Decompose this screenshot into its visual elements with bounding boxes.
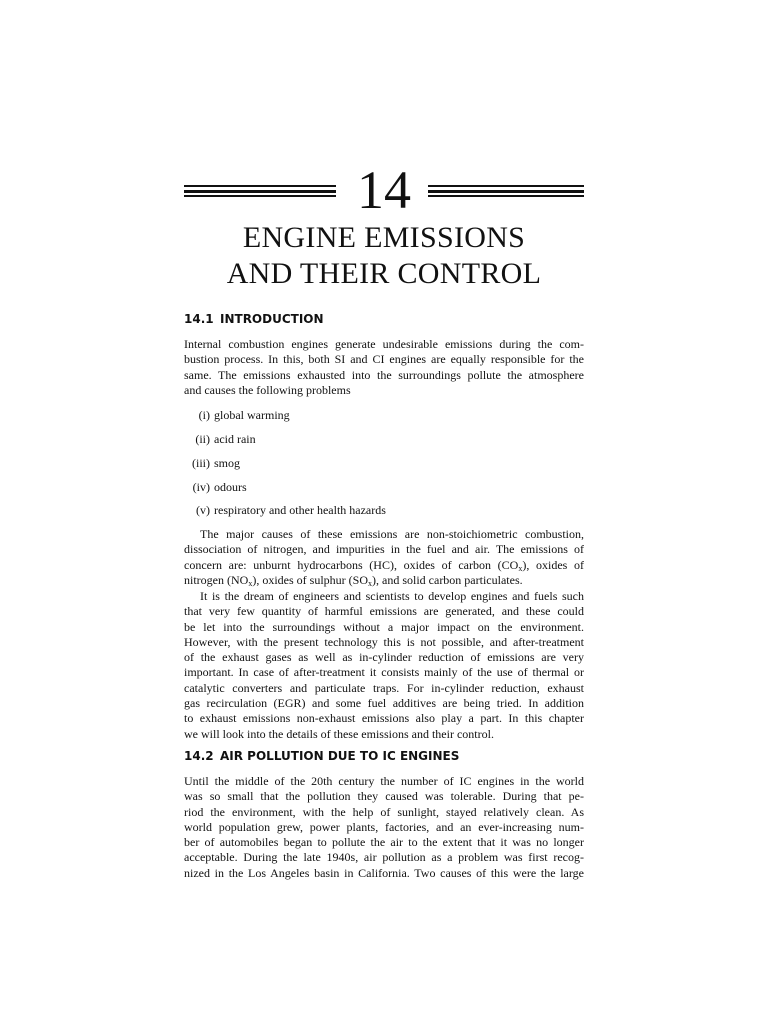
- chapter-title-line-2: AND THEIR CONTROL: [226, 257, 542, 290]
- list-item: [184, 408, 290, 423]
- text-line: catalytic converters and particulate traps. For in-cylinder reduction, exhaust: [184, 680, 584, 695]
- text-line: Until the middle of the 20th century the number of IC engines in the world: [184, 774, 584, 788]
- pollution-paragraph: [184, 774, 584, 881]
- text-line: nitrogen $(NO_x)$, oxides of sulphur $(SO_x)$, and solid carbon particulates.: [184, 572, 523, 588]
- text-line: nized in the Los Angeles basin in California. Two causes of this were the large: [184, 865, 584, 880]
- text-line: gas recirculation (EGR) and some fuel additives are being tried. In addition: [184, 696, 584, 711]
- chapter-heading: [184, 160, 584, 220]
- section-heading-introduction: [184, 311, 324, 327]
- section-title: AIR POLLUTION DUE TO IC ENGINES: [220, 749, 460, 763]
- chapter-title-line-1: ENGINE EMISSIONS: [242, 221, 526, 254]
- section-heading-air-pollution: [184, 748, 459, 764]
- list-item: [184, 503, 386, 518]
- chapter-number: 14: [357, 160, 411, 220]
- text-line: and causes the following problems: [184, 382, 351, 397]
- list-text: acid rain: [214, 432, 256, 446]
- list-marker: (i): [198, 408, 210, 422]
- text-line: However, with the present technology this is not possible, and after-treatment: [184, 634, 584, 649]
- text-line: be let into the surroundings without a major impact on the environment.: [184, 619, 584, 634]
- text-line: same. The emissions exhausted into the surroundings pollute the atmosphere: [184, 367, 584, 382]
- text-line: of the exhaust gases as well as in-cylinder reduction of emissions are very: [184, 650, 584, 665]
- text-line: acceptable. During the late 1940s, air pollution as a problem was first recog-: [184, 850, 584, 865]
- causes-paragraph: [184, 527, 584, 588]
- section-title: INTRODUCTION: [220, 312, 324, 326]
- list-marker: (iii): [192, 456, 210, 470]
- text-line: dissociation of nitrogen, and impurities in the fuel and air. The emissions of: [184, 542, 584, 557]
- text-line: bustion process. In this, both SI and CI engines are equally responsible for the: [184, 352, 584, 367]
- chapter-title: [160, 220, 608, 292]
- dream-paragraph: [184, 589, 584, 742]
- text-line: The major causes of these emissions are non-stoichiometric combustion,: [200, 527, 584, 541]
- list-marker: (ii): [195, 432, 210, 446]
- section-number: 14.2: [184, 749, 214, 763]
- list-text: respiratory and other health hazards: [214, 503, 386, 517]
- text-line: was so small that the pollution they caused was tolerable. During that pe-: [184, 789, 584, 804]
- text-line: Internal combustion engines generate undesirable emissions during the com-: [184, 337, 584, 351]
- text-line: concern are: unburnt hydrocarbons (HC), oxides of carbon $(CO_x)$, oxides of: [184, 557, 585, 573]
- text-line: important. In case of after-treatment it consists mainly of the use of thermal or: [184, 665, 584, 680]
- text-line: ber of automobiles began to pollute the air to the extent that it was no longer: [184, 835, 584, 850]
- list-text: odours: [214, 480, 247, 494]
- list-item: [184, 480, 247, 495]
- text-line: It is the dream of engineers and scientists to develop engines and fuels such: [200, 589, 584, 603]
- intro-paragraph: [184, 337, 584, 398]
- list-item: [184, 456, 240, 471]
- text-line: riod the environment, with the help of sunlight, stayed relatively clean. As: [184, 804, 584, 819]
- chapter-rule-right: [428, 185, 584, 197]
- text-line: to exhaust emissions non-exhaust emissions also play a part. In this chapter: [184, 711, 584, 726]
- chapter-rule-left: [184, 185, 336, 197]
- text-line: that very few quantity of harmful emissions are generated, and these could: [184, 604, 584, 619]
- list-marker: (iv): [192, 480, 210, 494]
- section-number: 14.1: [184, 312, 214, 326]
- list-text: smog: [214, 456, 241, 470]
- text-line: world population grew, power plants, factories, and an ever-increasing num-: [184, 819, 584, 834]
- list-text: global warming: [214, 408, 290, 422]
- text-line: we will look into the details of these emissions and their control.: [184, 726, 494, 741]
- list-item: [184, 432, 256, 447]
- list-marker: (v): [196, 503, 210, 517]
